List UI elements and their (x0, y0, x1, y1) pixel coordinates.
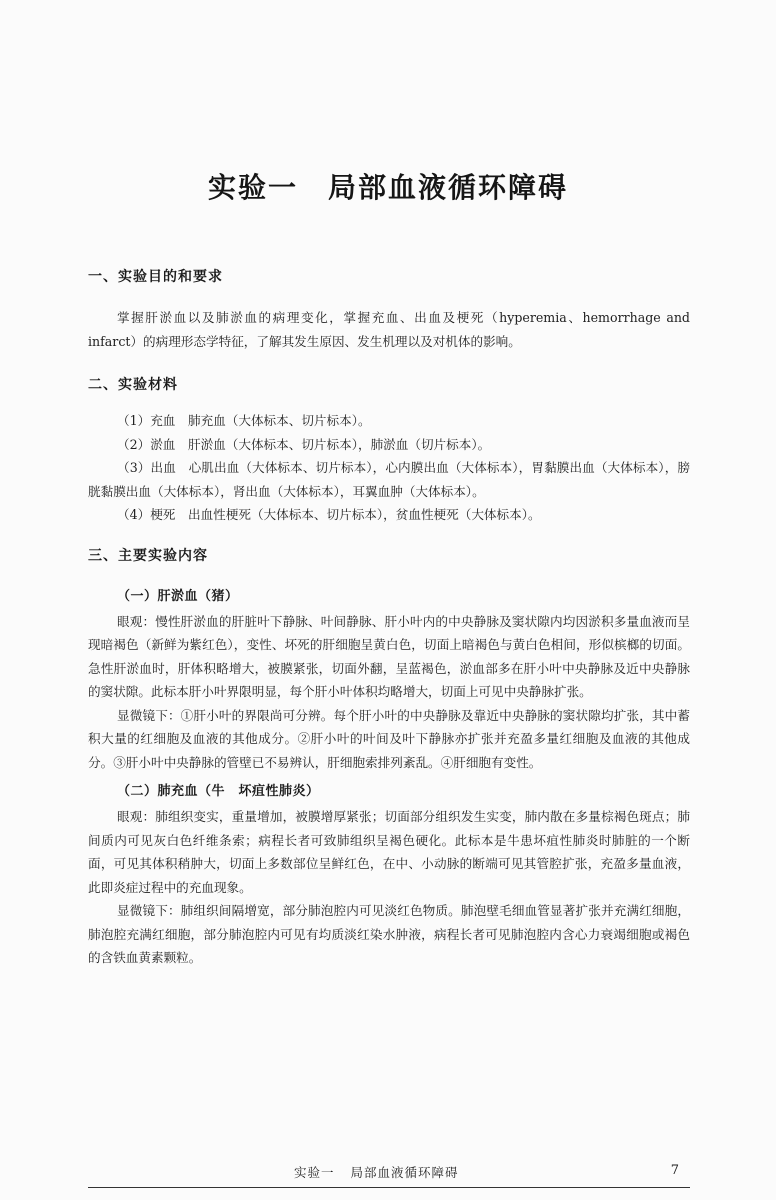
page-title-name: 局部血液循环障碍 (328, 171, 569, 204)
lung-gross-paragraph: 眼观：肺组织变实，重量增加，被膜增厚紧张；切面部分组织发生实变，肺内散在多量棕褐色斑点；肺间质内可见灰白色纤维条索；病程长者可致肺组织呈褐色硬化。此标本是牛患坏疽性肺炎时肺脏的一个断面，可见其体积稍肿大，切面上多数部位呈鲜红色，在中、小动脉的断端可见其管腔扩张，充盈多量血液，此即炎症过程中的充血现象。 (88, 809, 690, 895)
materials-item: （1）充血 肺充血（大体标本、切片标本）。 (117, 413, 371, 428)
page-content (88, 266, 690, 970)
page-footer (88, 1163, 690, 1185)
liver-micro-paragraph: 显微镜下：①肝小叶的界限尚可分辨。每个肝小叶的中央静脉及靠近中央静脉的窦状隙均扩张，其中蓄积大量的红细胞及血液的其他成分。②肝小叶的叶间及叶下静脉亦扩张并充盈多量红细胞及血液的其他成分。③肝小叶中央静脉的管壁已不易辨认，肝细胞索排列紊乱。④肝细胞有变性。 (88, 707, 690, 770)
aims-paragraph: 掌握肝淤血以及肺淤血的病理变化，掌握充血、出血及梗死（hyperemia、hemorrhage and infarct）的病理形态学特征，了解其发生原因、发生机理以及对机体的影响。 (88, 310, 690, 349)
subsection-heading-lung: （二）肺充血（牛 坏疽性肺炎） (117, 784, 320, 799)
section-heading-materials: 二、实验材料 (88, 377, 178, 393)
subsection-heading-liver: （一）肝淤血（猪） (117, 588, 239, 604)
running-head (294, 1163, 459, 1181)
page-title-number: 实验一 (207, 171, 298, 204)
materials-item: （4）梗死 出血性梗死（大体标本、切片标本），贫血性梗死（大体标本）。 (117, 507, 541, 522)
section-heading-content: 三、主要实验内容 (88, 547, 208, 564)
materials-item: （3）出血 心肌出血（大体标本、切片标本），心内膜出血（大体标本），胃黏膜出血（大体标本），膀胱黏膜出血（大体标本），肾出血（大体标本），耳翼血肿（大体标本）。 (88, 460, 690, 499)
lung-micro-paragraph: 显微镜下：肺组织间隔增宽，部分肺泡腔内可见淡红色物质。肺泡壁毛细血管显著扩张并充满红细胞，肺泡腔充满红细胞，部分肺泡腔内可见有均质淡红染水肿液，病程长者可见肺泡腔内含心力衰竭细胞或褐色的含铁血黄素颗粒。 (88, 903, 690, 965)
page-number: 7 (670, 1163, 680, 1178)
liver-gross-paragraph: 眼观：慢性肝淤血的肝脏叶下静脉、叶间静脉、肝小叶内的中央静脉及窦状隙内均因淤积多量血液而呈现暗褐色（新鲜为紫红色），变性、坏死的肝细胞呈黄白色，切面上暗褐色与黄白色相间，形似槟榔的切面。急性肝淤血时，肝体积略增大，被膜紧张，切面外翻，呈蓝褐色，淤血部多在肝小叶中央静脉及近中央静脉的窦状隙。此标本肝小叶界限明显，每个肝小叶体积均略增大，切面上可见中央静脉扩张。 (88, 613, 690, 699)
running-head-title: 局部血液循环障碍 (350, 1165, 459, 1180)
materials-list (88, 409, 690, 527)
section-heading-aims: 一、实验目的和要求 (88, 269, 223, 285)
footer-rule (88, 1187, 690, 1188)
running-head-number: 实验一 (294, 1165, 335, 1180)
page-title (0, 166, 776, 206)
materials-item: （2）淤血 肝淤血（大体标本、切片标本），肺淤血（切片标本）。 (117, 436, 491, 452)
